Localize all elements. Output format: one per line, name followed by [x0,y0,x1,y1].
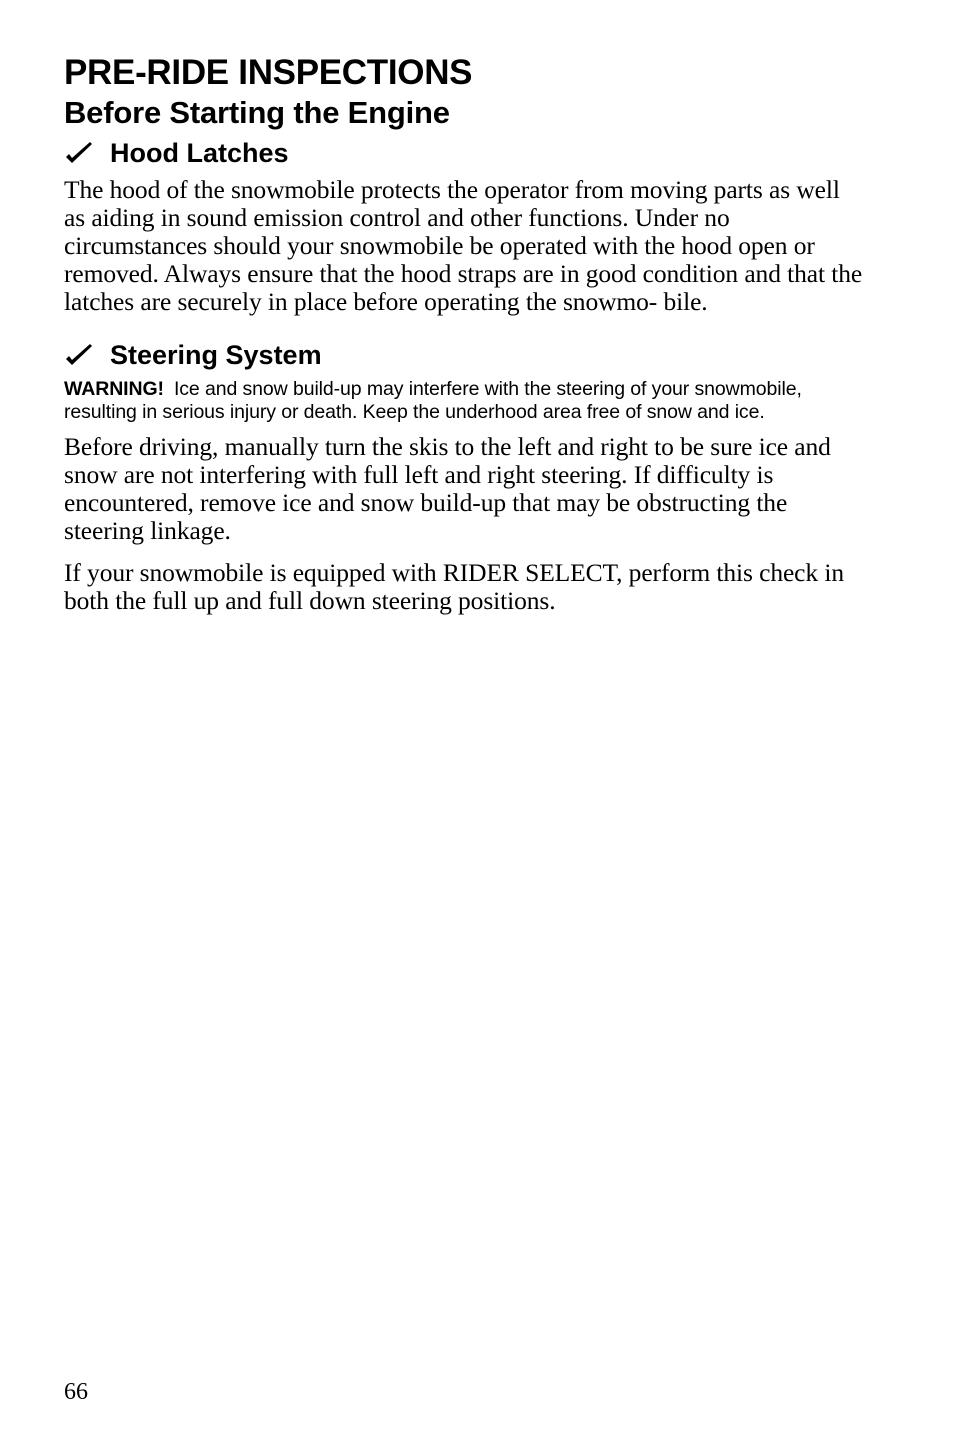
warning-text: Ice and snow build-up may interfere with the steering of your snowmobile, resulting in serious injury or death. Keep the underhood area free of snow and ice. [64,378,802,423]
page-title: PRE-RIDE INSPECTIONS [64,53,473,92]
warning-label: WARNING! [64,378,164,400]
checkmark-icon [64,141,94,165]
warning-box [64,378,864,423]
section-heading-steering-system [64,338,864,372]
section-steering-system [64,338,864,615]
checkmark-icon [64,343,94,367]
section-hood-latches [64,136,864,316]
paragraph-hood-latches: The hood of the snowmobile protects the operator from moving parts as well as aiding in sound emission control and other functions. Under no circumstances should your snowmobile be operated with the hood open or removed. Always ensure that the hood straps are in good condition and that the latches are securely in place before operating the snowmo- bile. [64,175,863,316]
section-heading-label: Steering System [110,340,322,370]
page-number: 66 [64,1379,88,1405]
document-page [64,52,864,615]
page-subtitle: Before Starting the Engine [64,95,450,130]
section-heading-label: Hood Latches [110,138,289,168]
section-heading-hood-latches [64,136,864,170]
paragraph-rider-select: If your snowmobile is equipped with RIDER SELECT, perform this check in both the full up and full down steering positions. [64,558,844,615]
paragraph-steering-check: Before driving, manually turn the skis to the left and right to be sure ice and snow are not interfering with full left and right steering. If difficulty is encountered, remove ice and snow build-up that may be obstructing the steering linkage. [64,432,831,545]
